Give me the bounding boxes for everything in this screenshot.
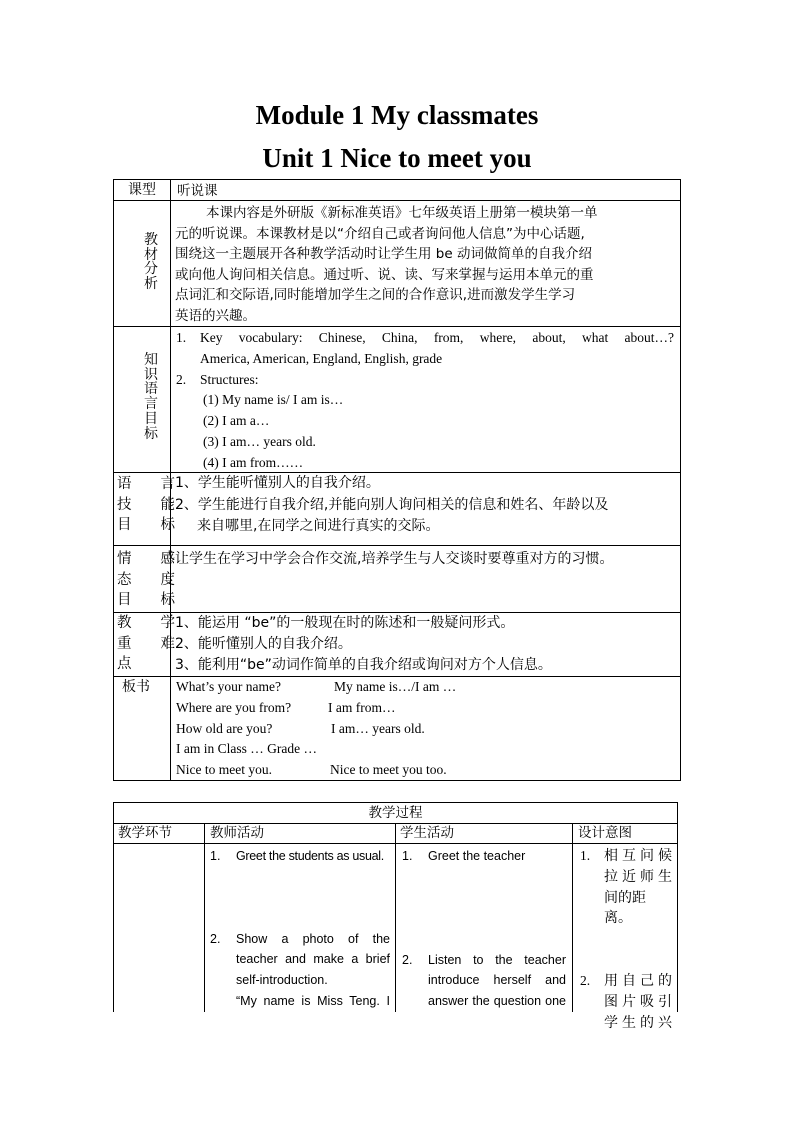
structure-item: (2) I am a… bbox=[203, 413, 270, 429]
emotion-content: 让学生在学习中学会合作交流,培养学生与人交谈时要尊重对方的习惯。 bbox=[175, 551, 614, 567]
board-line: Where are you from? I am from… bbox=[176, 699, 396, 715]
material-analysis-text: 本课内容是外研版《新标准英语》七年级英语上册第一模块第一单 元的听说课。本课教材是以“介绍自己或者询问他人信息”为中心话题, 围绕这一主题展开各种教学活动时让学生用 be 动词做简单的自我介绍 或向他人询问相关信息。通过听、说、读、写来掌握与运用本单元的重 点词汇和交际语,同时能增加学生之间的合作意识,进而激发学生学习 英语的兴趣。 bbox=[175, 205, 598, 324]
board-line: What’s your name? My name is…/I am … bbox=[176, 679, 457, 694]
header-intent: 设计意图 bbox=[578, 825, 632, 841]
header-stage: 教学环节 bbox=[118, 825, 172, 841]
key-points-label: 教 学 重 难 点 bbox=[117, 615, 175, 672]
knowledge-content: 1. Key vocabulary: Chinese, China, from, where, about, what about…? America, American, England, English, grade 2. Structures: (1) My name is/ I am is… (2) I am a… (3) I am… years old. (4) I am from…… bbox=[176, 328, 674, 474]
teacher-item: 2. Show a photo of the teacher and make a brief self-introduction. “My name is Miss Teng. I bbox=[210, 931, 390, 1008]
vocabulary-line-2: America, American, England, English, grade bbox=[200, 350, 443, 366]
process-title: 教学过程 bbox=[368, 805, 423, 821]
design-intent bbox=[580, 846, 672, 1034]
intent-item: 1. 相互问候 拉近师生 间的距离。 bbox=[580, 848, 672, 927]
structures-heading: Structures: bbox=[200, 371, 259, 387]
lesson-type-value: 听说课 bbox=[177, 183, 218, 199]
lesson-type-label: 课型 bbox=[128, 182, 156, 198]
header-student: 学生活动 bbox=[400, 825, 454, 841]
header-teacher: 教师活动 bbox=[210, 825, 264, 841]
structure-item: (4) I am from…… bbox=[203, 454, 304, 470]
board-line: Nice to meet you. Nice to meet you too. bbox=[176, 762, 447, 778]
vocabulary-line: Key vocabulary: Chinese, China, from, where, about, what about…? bbox=[200, 330, 674, 345]
key-points-content: 1、能运用 “be”的一般现在时的陈述和一般疑问形式。 2、能听懂别人的自我介绍。 3、能利用“be”动词作简单的自我介绍或询问对方个人信息。 bbox=[175, 615, 552, 673]
knowledge-label: 知 识 语 言 目 标 bbox=[144, 352, 158, 442]
board-line: I am in Class … Grade … bbox=[176, 741, 317, 757]
structure-item: (3) I am… years old. bbox=[203, 433, 316, 449]
board-content bbox=[176, 677, 456, 781]
intent-item: 2. 用自己的 图片吸引 学生的兴 bbox=[580, 973, 672, 1031]
student-item: 2. Listen to the teacher introduce herself and answer the question one bbox=[402, 952, 566, 1009]
board-line: How old are you? I am… years old. bbox=[176, 720, 425, 736]
emotion-label: 情 感 态 度 目 标 bbox=[117, 551, 175, 608]
teacher-activities bbox=[210, 846, 390, 1012]
teacher-item: 1. Greet the students as usual. bbox=[210, 849, 384, 863]
skills-label: 语 言 技 能 目 标 bbox=[117, 476, 175, 533]
student-item: 1. Greet the teacher bbox=[402, 849, 526, 863]
module-title: Module 1 My classmates bbox=[255, 100, 539, 130]
structure-item: (1) My name is/ I am is… bbox=[203, 392, 344, 408]
unit-title: Unit 1 Nice to meet you bbox=[262, 143, 532, 173]
skills-content: 1、学生能听懂别人的自我介绍。 2、学生能进行自我介绍,并能向别人询问相关的信息和姓名、年龄以及 来自哪里,在同学之间进行真实的交际。 bbox=[175, 475, 609, 534]
board-label: 板书 bbox=[122, 679, 150, 695]
material-label: 教 材 分 析 bbox=[144, 232, 158, 293]
student-activities bbox=[402, 846, 566, 1012]
